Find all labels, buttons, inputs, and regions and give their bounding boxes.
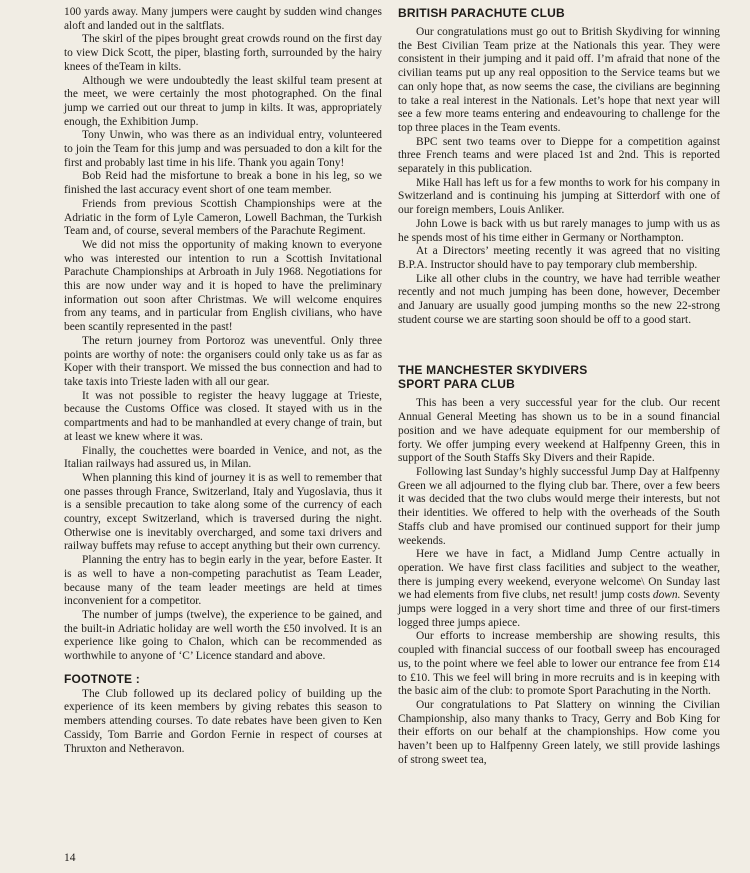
paragraph: Finally, the couchettes were boarded in Venice, and not, as the Italian railways had assured us, in Milan. — [64, 444, 382, 471]
paragraph: BPC sent two teams over to Dieppe for a competition against three French teams and were placed 1st and 2nd. This is reported separately in this publication. — [398, 135, 720, 176]
text-run: Seventy jumps were logged in a very short time and three of our first-timers logged three jumps apiece. — [398, 589, 720, 629]
paragraph: John Lowe is back with us but rarely manages to jump with us as he spends most of his time either in Germany or Northampton. — [398, 217, 720, 244]
footnote-paragraph: The Club followed up its declared policy of building up the experience of its keen members by giving rebates this season to members attending courses. To date rebates have been given to Ken Cassidy, Tom Barrie and Gordon Fernie in respect of courses at Thruxton and Netheravon. — [64, 687, 382, 755]
paragraph: The number of jumps (twelve), the experience to be gained, and the built-in Adriatic holiday are well worth the £50 involved. It is an experience like going to Chalon, which can be recommended as worthwhile to anyone of ‘C’ Licence standard and above. — [64, 608, 382, 663]
paragraph: Like all other clubs in the country, we have had terrible weather recently and not much jumping has been done, however, December and January are usually good jumping months so the new 22-strong student course we are starting soon should be off to a good start. — [398, 272, 720, 326]
heading-line: THE MANCHESTER SKYDIVERS — [398, 363, 588, 378]
paragraph: Our congratulations to Pat Slattery on winning the Civilian Championship, also many thanks to Tracy, Gerry and Bob King for their efforts on our behalf at the championships. How come you haven’t been up to Halfpenny Green lately, we still provide lashings of strong sweet tea, — [398, 698, 720, 766]
section-heading-british-parachute-club: BRITISH PARACHUTE CLUB — [398, 6, 565, 20]
paragraph: 100 yards away. Many jumpers were caught by sudden wind changes aloft and landed out in the saltflats. — [64, 6, 382, 32]
paragraph: Although we were undoubtedly the least skilful team present at the meet, we were certainly the most photographed. On the final jump we carried out our threat to jump in kilts. It was, appropriately enough, the Exhibition Jump. — [64, 74, 382, 128]
paragraph — [398, 548, 720, 630]
paragraph: Our congratulations must go out to British Skydiving for winning the Best Civilian Team prize at the Nationals this year. They were consistent in their jumping and it paid off. I’m afraid that none of the civilian teams put up any real opposition to the Service teams but we can only hope that, as now seems the case, the civilians are beginning to take a real interest in the Nationals. Let’s hope that next year will see a few more teams entering and endeavouring to challenge for the top three places in the Team events. — [398, 26, 720, 134]
paragraph: Friends from previous Scottish Championships were at the Adriatic in the form of Lyle Cameron, Lowell Bachman, the Turkish Team and, of course, several members of the Parachute Regiment. — [64, 197, 382, 238]
text-run: Here we have in fact, a Midland Jump Centre actually in operation. We have first class facilities and subject to the weather, there is jumping every weekend, everyone welcome\ On Sunday last we had elements from five clubs, net result! jump costs — [398, 548, 720, 602]
paragraph: The skirl of the pipes brought great crowds round on the first day to view Dick Scott, the piper, blasting forth, surrounded by the hairy knees of theTeam in kilts. — [64, 33, 382, 73]
paragraph: It was not possible to register the heavy luggage at Trieste, because the Customs Office was closed. It stayed with us in the compartments and had to be manhandled at every change of train, but at least we knew where it was. — [64, 389, 382, 443]
left-column — [64, 6, 382, 756]
paragraph: At a Directors’ meeting recently it was agreed that no visiting B.P.A. Instructor should have to pay temporary club membership. — [398, 245, 720, 271]
paragraph: Tony Unwin, who was there as an individual entry, volunteered to join the Team for this jump and was persuaded to don a kilt for the first and probably last time in his life. Thank you again Tony! — [64, 129, 382, 169]
section-heading-manchester-skydivers — [398, 363, 720, 391]
paragraph: The return journey from Portoroz was uneventful. Only three points are worthy of note: the organisers could only take us as far as Koper with their transport. We missed the bus connection and had to take taxis into Trieste laden with all our gear. — [64, 334, 382, 388]
paragraph: Our efforts to increase membership are showing results, this coupled with financial success of our football sweep has encouraged us, to the point where we feel able to lower our entrance fee from £14 to £10. This we feel will bring in more recruits and is in keeping with the basic aim of the club: to promote Sport Parachuting in the North. — [398, 630, 720, 698]
page-number: 14 — [64, 852, 76, 864]
paragraph: We did not miss the opportunity of making known to everyone who was interested our intention to run a Scottish Invitational Parachute Championships at Arbroath in July 1968. Negotiations for this are now under way and it is hoped to have the preliminary information out soon after Christmas. We will welcome enquires from any teams, and in particular from English civilians, who have been scantily represented in the past! — [64, 238, 382, 334]
emphasis: down. — [652, 589, 681, 602]
paragraph: Bob Reid had the misfortune to break a bone in his leg, so we finished the last accuracy event short of one team member. — [64, 170, 382, 197]
paragraph: Following last Sunday’s highly successful Jump Day at Halfpenny Green we all adjourned to the flying club bar. There, over a few beers it was decided that the two clubs would merge their interests, but not their identities. We offered to help with the overheads of the South Staffs club and have promised our continued support for their jump weekends. — [398, 465, 720, 547]
paragraph: Planning the entry has to begin early in the year, before Easter. It is as well to have a non-competing parachutist as Team Leader, because many of the team leader meetings are held at times inconvenient for a competitor. — [64, 554, 382, 608]
heading-line: SPORT PARA CLUB — [398, 377, 515, 392]
paragraph: This has been a very successful year for the club. Our recent Annual General Meeting has shown us to be in a sound financial position and we have adequate equipment for our membership of forty. We offer jumping every weekend at Halfpenny Green, this in support of the South Staffs Sky Divers and their Rapide. — [398, 397, 720, 465]
footnote-heading: FOOTNOTE : — [64, 671, 140, 686]
paragraph: When planning this kind of journey it is as well to remember that one passes through France, Switzerland, Italy and Yugoslavia, thus it is a sensible precaution to take along some of the currency of each country, except Switzerland, which is traversed during the night. Otherwise one is inevitably overcharged, and some taxi drivers and railway buffets may refuse to accept anything but their own currency. — [64, 471, 382, 553]
paragraph: Mike Hall has left us for a few months to work for his company in Switzerland and is continuing his jumping at Sitterdorf with one of our foreign members, Louis Anliker. — [398, 176, 720, 217]
right-column — [398, 6, 720, 767]
